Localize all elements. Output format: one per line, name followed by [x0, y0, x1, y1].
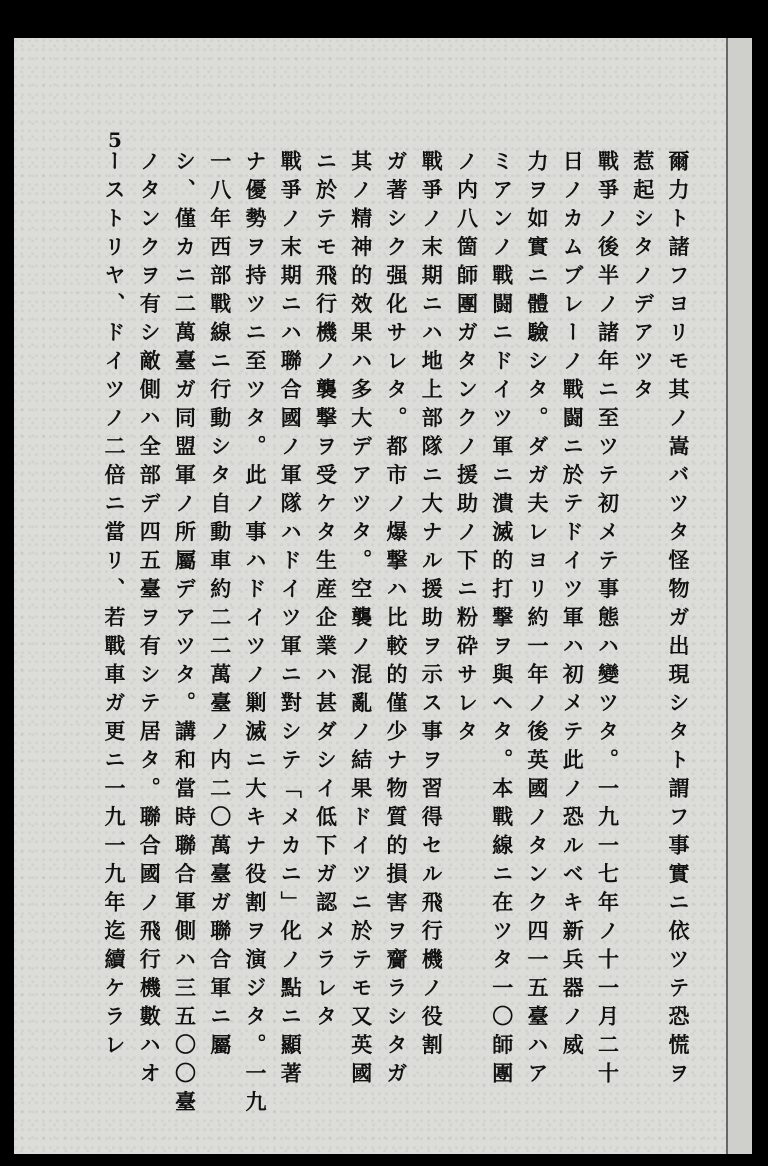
- text-column: ーストリヤ、ドイツノ二倍ニ當リ、若戰車ガ更ニ一九一九年迄續ケラレ: [102, 150, 126, 1062]
- text-column: ノ内八箇師團ガタンクノ援助ノ下ニ粉砕サレタ: [454, 150, 479, 749]
- text-column: ガ著シク强化サレタ。都市ノ爆撃ハ比較的僅少ナ物質的損害ヲ齎ラシタガ: [384, 150, 408, 1091]
- text-column: 惹起シタノデアツタ: [630, 150, 655, 407]
- text-column: 爾力ト諸フヨリモ其ノ嵩バツタ怪物ガ出現シタト謂フ事實ニ依ツテ恐慌ヲ: [666, 150, 690, 1091]
- text-column: 戰爭ノ後半ノ諸年ニ至ツテ初メテ事態ハ變ツタ。一九一七年ノ十一月二十: [595, 150, 620, 1091]
- text-column: ナ優勢ヲ持ツニ至ツタ。此ノ事ハドイツノ剿滅ニ大キナ役割ヲ演ジタ。一九: [243, 150, 267, 1119]
- document-page: [14, 38, 752, 1154]
- page-edge: [726, 38, 752, 1154]
- text-column: ノタンクヲ有シ敵側ハ全部デ四五臺ヲ有シテ居タ。聯合國ノ飛行機數ハオ: [137, 150, 162, 1091]
- text-column: 力ヲ如實ニ體驗シタ。ダガ夫レヨリ約一年ノ後英國ノタンク四一五臺ハア: [525, 150, 549, 1091]
- text-column: ニ於テモ飛行機ノ襲撃ヲ受ケタ生産企業ハ甚ダシイ低下ガ認メラレタ: [313, 150, 338, 1034]
- vertical-text-body: [98, 150, 690, 1119]
- page-number: 5: [108, 128, 122, 152]
- text-column: 日ノカムブレーノ戰闘ニ於テドイツ軍ハ初メテ此ノ恐ルベキ新兵器ノ威: [560, 150, 585, 1062]
- text-column: 一八年西部戰線ニ行動シタ自動車約二二萬臺ノ内二〇萬臺ガ聯合軍ニ屬: [207, 150, 232, 1062]
- text-column: 其ノ精神的效果ハ多大デアツタ。空襲ノ混亂ノ結果ドイツニ於テモ又英國: [348, 150, 373, 1091]
- text-column: ミアンノ戰闘ニドイツ軍ニ潰滅的打撃ヲ與ヘタ。本戰線ニ在ツタ一〇師團: [489, 150, 514, 1091]
- text-column: シ、僅カニ二萬臺ガ同盟軍ノ所屬デアツタ。講和當時聯合軍側ハ三五〇〇臺: [172, 150, 197, 1119]
- text-column: 戰爭ノ末期ニハ聯合國ノ軍隊ハドイツ軍ニ對シテ「メカニ」化ノ點ニ顯著: [278, 150, 303, 1091]
- text-column: 戰爭ノ末期ニハ地上部隊ニ大ナル援助ヲ示ス事ヲ習得セル飛行機ノ役割: [419, 150, 444, 1062]
